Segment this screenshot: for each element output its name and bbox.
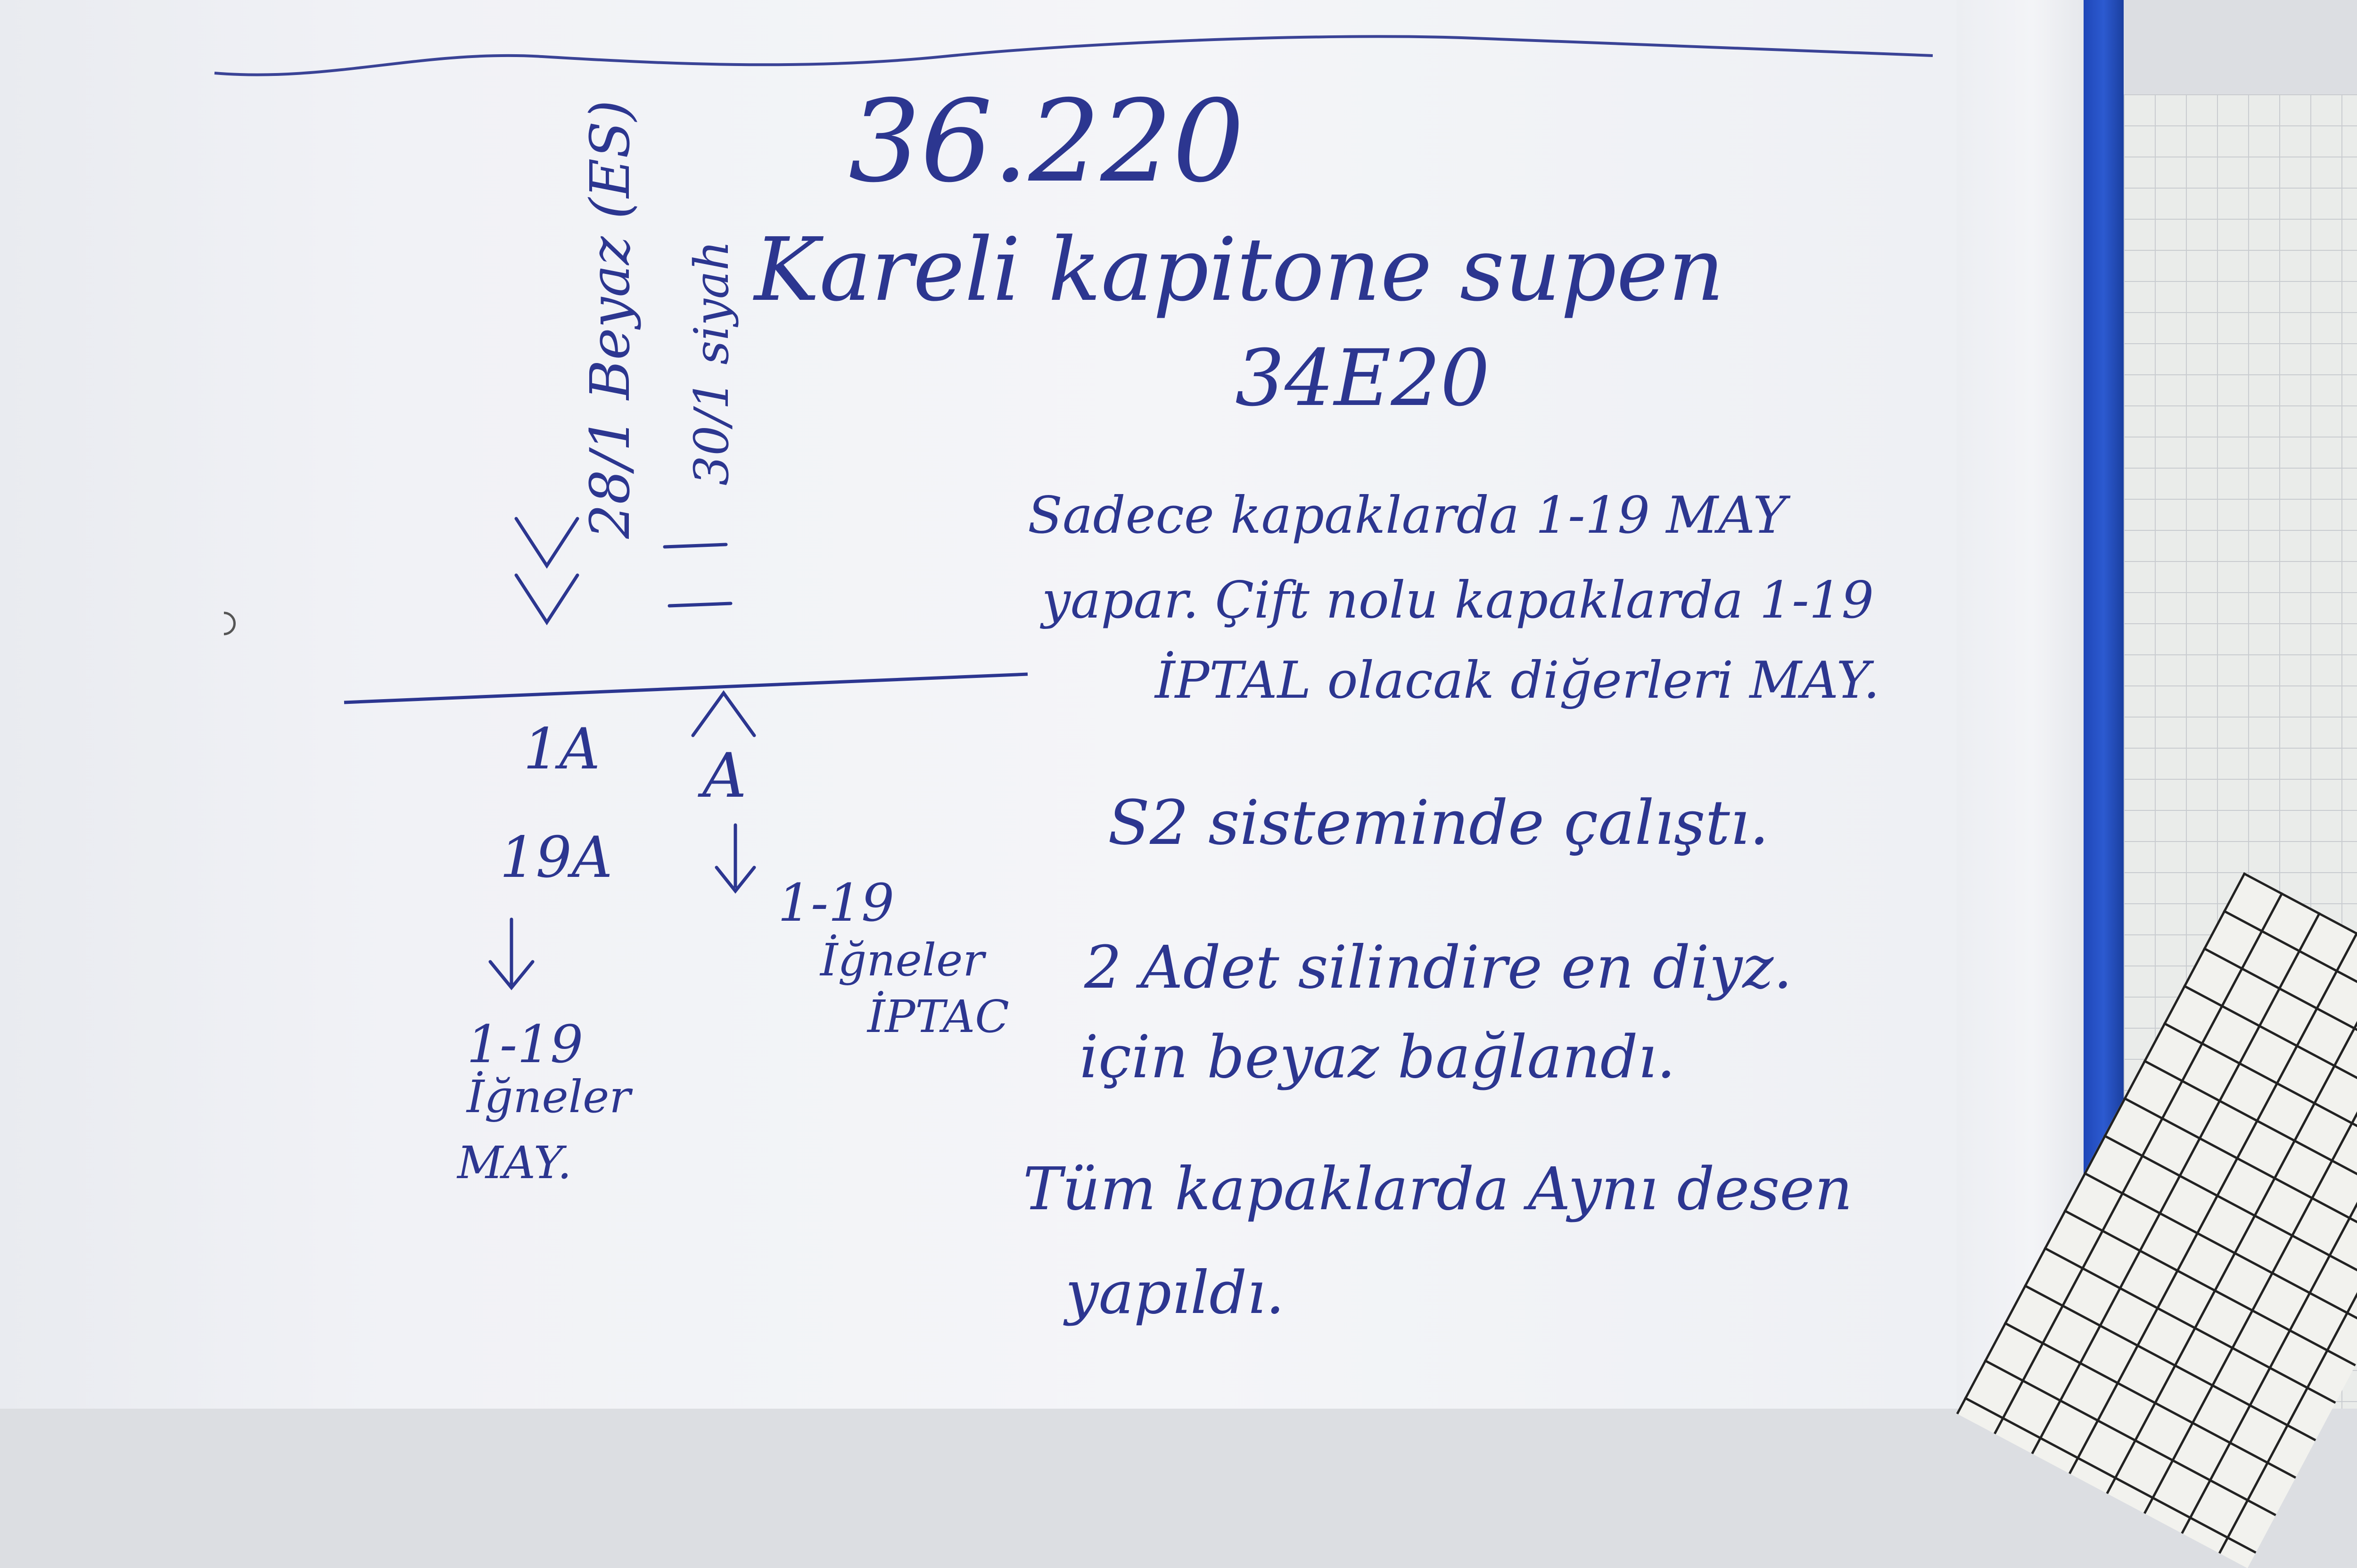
down-arrow-middle [717, 825, 754, 891]
top-wavy-line [214, 36, 1933, 74]
middle-column-top: A [702, 740, 747, 811]
left-column-bottom-1: 1-19 [467, 1014, 584, 1074]
up-chevron-middle [693, 693, 754, 735]
note-title: Kareli kapitone supen [754, 219, 1724, 321]
left-column-bottom-2: İğneler [467, 1071, 631, 1123]
divider-line [344, 674, 1028, 702]
paragraph-line-7: Tüm kapaklarda Aynı desen [1023, 1155, 1853, 1223]
paragraph-line-1: Sadece kapaklarda 1-19 MAY [1028, 486, 1787, 545]
paragraph-line-5: 2 Adet silindire en diyz. [1084, 933, 1792, 1002]
down-arrow-left [490, 919, 533, 988]
note-number: 36.220 [849, 75, 1244, 207]
paragraph-line-8: yapıldı. [1065, 1259, 1285, 1327]
vertical-label-right: 30/1 siyah [684, 240, 740, 486]
equal-marks [665, 545, 731, 606]
double-chevron-icon [516, 519, 577, 622]
paragraph-line-2: yapar. Çift nolu kapaklarda 1-19 [1042, 571, 1874, 630]
left-column-bottom-3: MAY. [457, 1137, 572, 1189]
paragraph-line-6: için beyaz bağlandı. [1080, 1023, 1676, 1091]
paragraph-line-3: İPTAL olacak diğerleri MAY. [1155, 651, 1880, 710]
middle-column-bottom-1: 1-19 [778, 873, 895, 933]
paragraph-line-4: S2 sisteminde çalıştı. [1108, 787, 1769, 858]
middle-column-bottom-2: İğneler [820, 934, 984, 986]
middle-column-bottom-3: İPTAC [867, 991, 1009, 1043]
left-column-row1: 1A [523, 717, 601, 782]
vertical-label-left: 28/1 Beyaz (ES) [578, 100, 642, 539]
left-column-row2: 19A [500, 825, 613, 891]
note-code: 34E20 [1235, 333, 1490, 423]
hole-punch-mark [224, 613, 235, 634]
